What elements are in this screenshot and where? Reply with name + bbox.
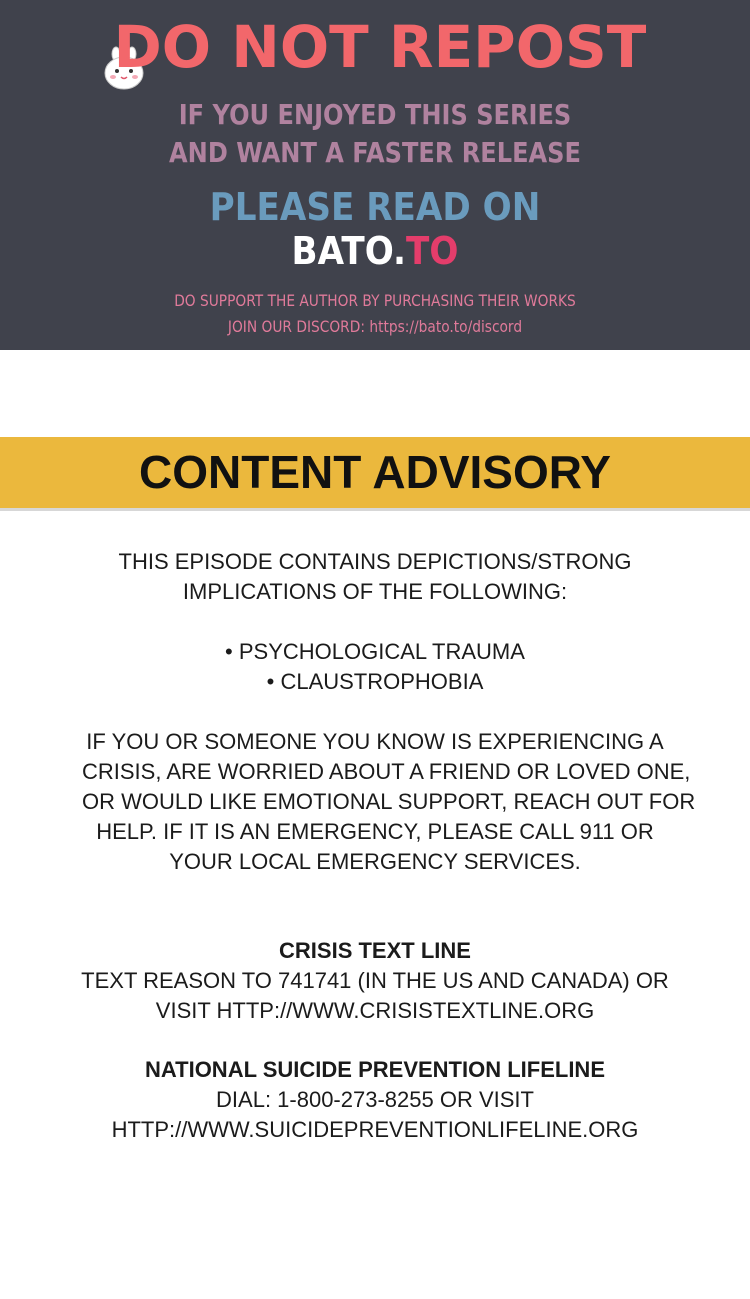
list-item: • PSYCHOLOGICAL TRAUMA <box>225 639 525 664</box>
advisory-intro-line-2: IMPLICATIONS OF THE FOLLOWING: <box>182 579 568 604</box>
crisis-paragraph-line: IF YOU OR SOMEONE YOU KNOW IS EXPERIENCING A <box>86 729 664 754</box>
discord-link-line[interactable]: JOIN OUR DISCORD: https://bato.to/discord <box>227 317 523 336</box>
do-not-repost-title: DO NOT REPOST <box>113 13 647 81</box>
site-name-part-2: TO <box>406 229 459 273</box>
crisis-paragraph-line: YOUR LOCAL EMERGENCY SERVICES. <box>169 849 581 874</box>
faster-release-line-2: AND WANT A FASTER RELEASE <box>169 136 581 169</box>
crisis-text-line-resource <box>0 936 750 1026</box>
resource-line: TEXT REASON TO 741741 (IN THE US AND CANADA) OR <box>81 968 669 993</box>
suicide-prevention-lifeline-resource <box>0 1055 750 1145</box>
resource-name: NATIONAL SUICIDE PREVENTION LIFELINE <box>145 1057 605 1082</box>
crisis-paragraph-line: CRISIS, ARE WORRIED ABOUT A FRIEND OR LOVED ONE, <box>82 759 691 784</box>
list-item: • CLAUSTROPHOBIA <box>266 669 484 694</box>
advisory-item-list <box>0 637 750 697</box>
support-notice <box>53 288 698 340</box>
advisory-intro-line-1: THIS EPISODE CONTAINS DEPICTIONS/STRONG <box>118 549 632 574</box>
resource-phone-line[interactable]: DIAL: 1-800-273-8255 OR VISIT <box>216 1087 534 1112</box>
advisory-intro <box>0 547 750 607</box>
support-author-line: DO SUPPORT THE AUTHOR BY PURCHASING THEIR WORKS <box>174 291 576 310</box>
crisis-support-paragraph <box>82 727 696 877</box>
resource-link-line[interactable]: HTTP://WWW.SUICIDEPREVENTIONLIFELINE.ORG <box>111 1117 639 1142</box>
resource-link-line[interactable]: VISIT HTTP://WWW.CRISISTEXTLINE.ORG <box>155 998 595 1023</box>
site-name-part-1: BATO. <box>291 229 407 273</box>
faster-release-line-1: IF YOU ENJOYED THIS SERIES <box>178 98 572 131</box>
crisis-paragraph-line: OR WOULD LIKE EMOTIONAL SUPPORT, REACH OUT FOR <box>82 789 696 814</box>
site-name[interactable] <box>38 228 713 274</box>
resource-name: CRISIS TEXT LINE <box>279 938 471 963</box>
content-advisory-title: CONTENT ADVISORY <box>139 446 611 498</box>
please-read-on-label: PLEASE READ ON <box>209 185 541 229</box>
faster-release-message <box>53 96 698 172</box>
crisis-paragraph-line: HELP. IF IT IS AN EMERGENCY, PLEASE CALL 911 OR <box>96 819 654 844</box>
